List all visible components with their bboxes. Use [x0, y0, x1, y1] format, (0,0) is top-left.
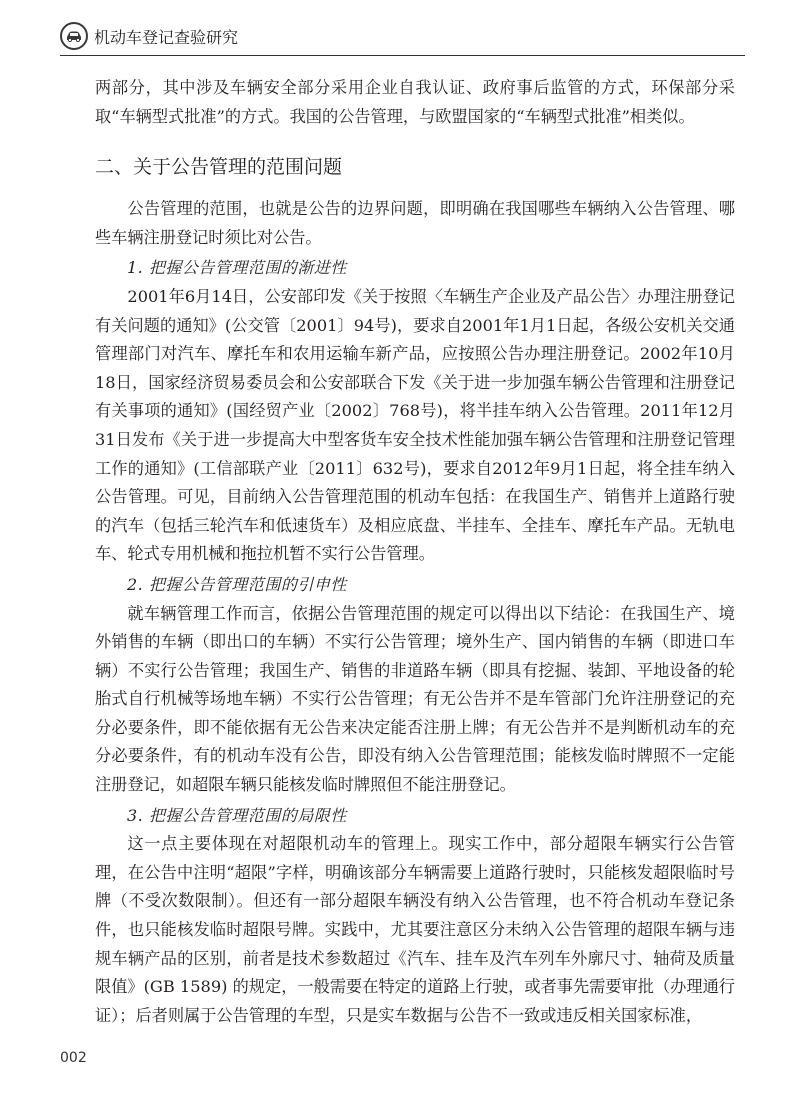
subsection-title-3: 3. 把握公告管理范围的局限性	[127, 805, 347, 825]
car-icon	[60, 22, 88, 50]
subsection-paragraph-1: 2001年6月14日，公安部印发《关于按照〈车辆生产企业及产品公告〉办理注册登记有关问题的通知》(公交管〔2001〕94号)，要求自2001年1月1日起，各级公安机关交通管理部门对汽车、摩托车和农用运输车新产品，应按照公告办理注册登记。2002年10月18日，国家经济贸易委员会和公安部联合下发《关于进一步加强车辆公告管理和注册登记有关事项的通知》(国经贸产业〔2002〕768号)，将半挂车纳入公告管理。2011年12月31日发布《关于进一步提高大中型客货车安全技术性能加强车辆公告管理和注册登记管理工作的通知》(工信部联产业〔2011〕632号)，要求自2012年9月1日起，将全挂车纳入公告管理。可见，目前纳入公告管理范围的机动车包括：在我国生产、销售并上道路行驶的汽车（包括三轮汽车和低速货车）及相应底盘、半挂车、全挂车、摩托车产品。无轨电车、轮式专用机械和拖拉机暂不实行公告管理。	[95, 286, 735, 564]
header-divider	[60, 55, 745, 56]
subsection-paragraph-3: 这一点主要体现在对超限机动车的管理上。现实工作中，部分超限车辆实行公告管理，在公告中注明“超限”字样，明确该部分车辆需要上道路行驶时，只能核发超限临时号牌（不受次数限制）。但还有一部分超限车辆没有纳入公告管理，也不符合机动车登记条件，也只能核发临时超限号牌。实践中，尤其要注意区分未纳入公告管理的超限车辆与违规车辆产品的区别，前者是技术参数超过《汽车、挂车及汽车列车外廓尺寸、轴荷及质量限值》(GB 1589) 的规定，一般需要在特定的道路上行驶，或者事先需要审批（办理通行证）；后者则属于公告管理的车型，只是实车数据与公告不一致或违反相关国家标准，	[95, 834, 735, 1025]
section-title: 二、关于公告管理的范围问题	[95, 156, 343, 179]
subsection-title-1: 1. 把握公告管理范围的渐进性	[127, 258, 347, 278]
header-title: 机动车登记查验研究	[94, 27, 239, 47]
intro-paragraph: 两部分，其中涉及车辆安全部分采用企业自我认证、政府事后监管的方式，环保部分采取“车辆型式批准”的方式。我国的公告管理，与欧盟国家的“车辆型式批准”相类似。	[95, 78, 735, 126]
page-body	[95, 74, 735, 1030]
subsection-paragraph-2: 就车辆管理工作而言，依据公告管理范围的规定可以得出以下结论：在我国生产、境外销售的车辆（即出口的车辆）不实行公告管理；境外生产、国内销售的车辆（即进口车辆）不实行公告管理；我国生产、销售的非道路车辆（即具有挖掘、装卸、平地设备的轮胎式自行机械等场地车辆）不实行公告管理；有无公告并不是车管部门允许注册登记的充分必要条件，即不能依据有无公告来决定能否注册上牌；有无公告并不是判断机动车的充分必要条件，有的机动车没有公告，即没有纳入公告管理范围；能核发临时牌照不一定能注册登记，如超限车辆只能核发临时牌照但不能注册登记。	[95, 603, 735, 795]
page-number: 002	[60, 1050, 87, 1066]
subsection-title-2: 2. 把握公告管理范围的引申性	[127, 574, 347, 594]
page-header	[60, 18, 750, 54]
section-intro-paragraph: 公告管理的范围，也就是公告的边界问题，即明确在我国哪些车辆纳入公告管理、哪些车辆注册登记时须比对公告。	[95, 199, 735, 247]
